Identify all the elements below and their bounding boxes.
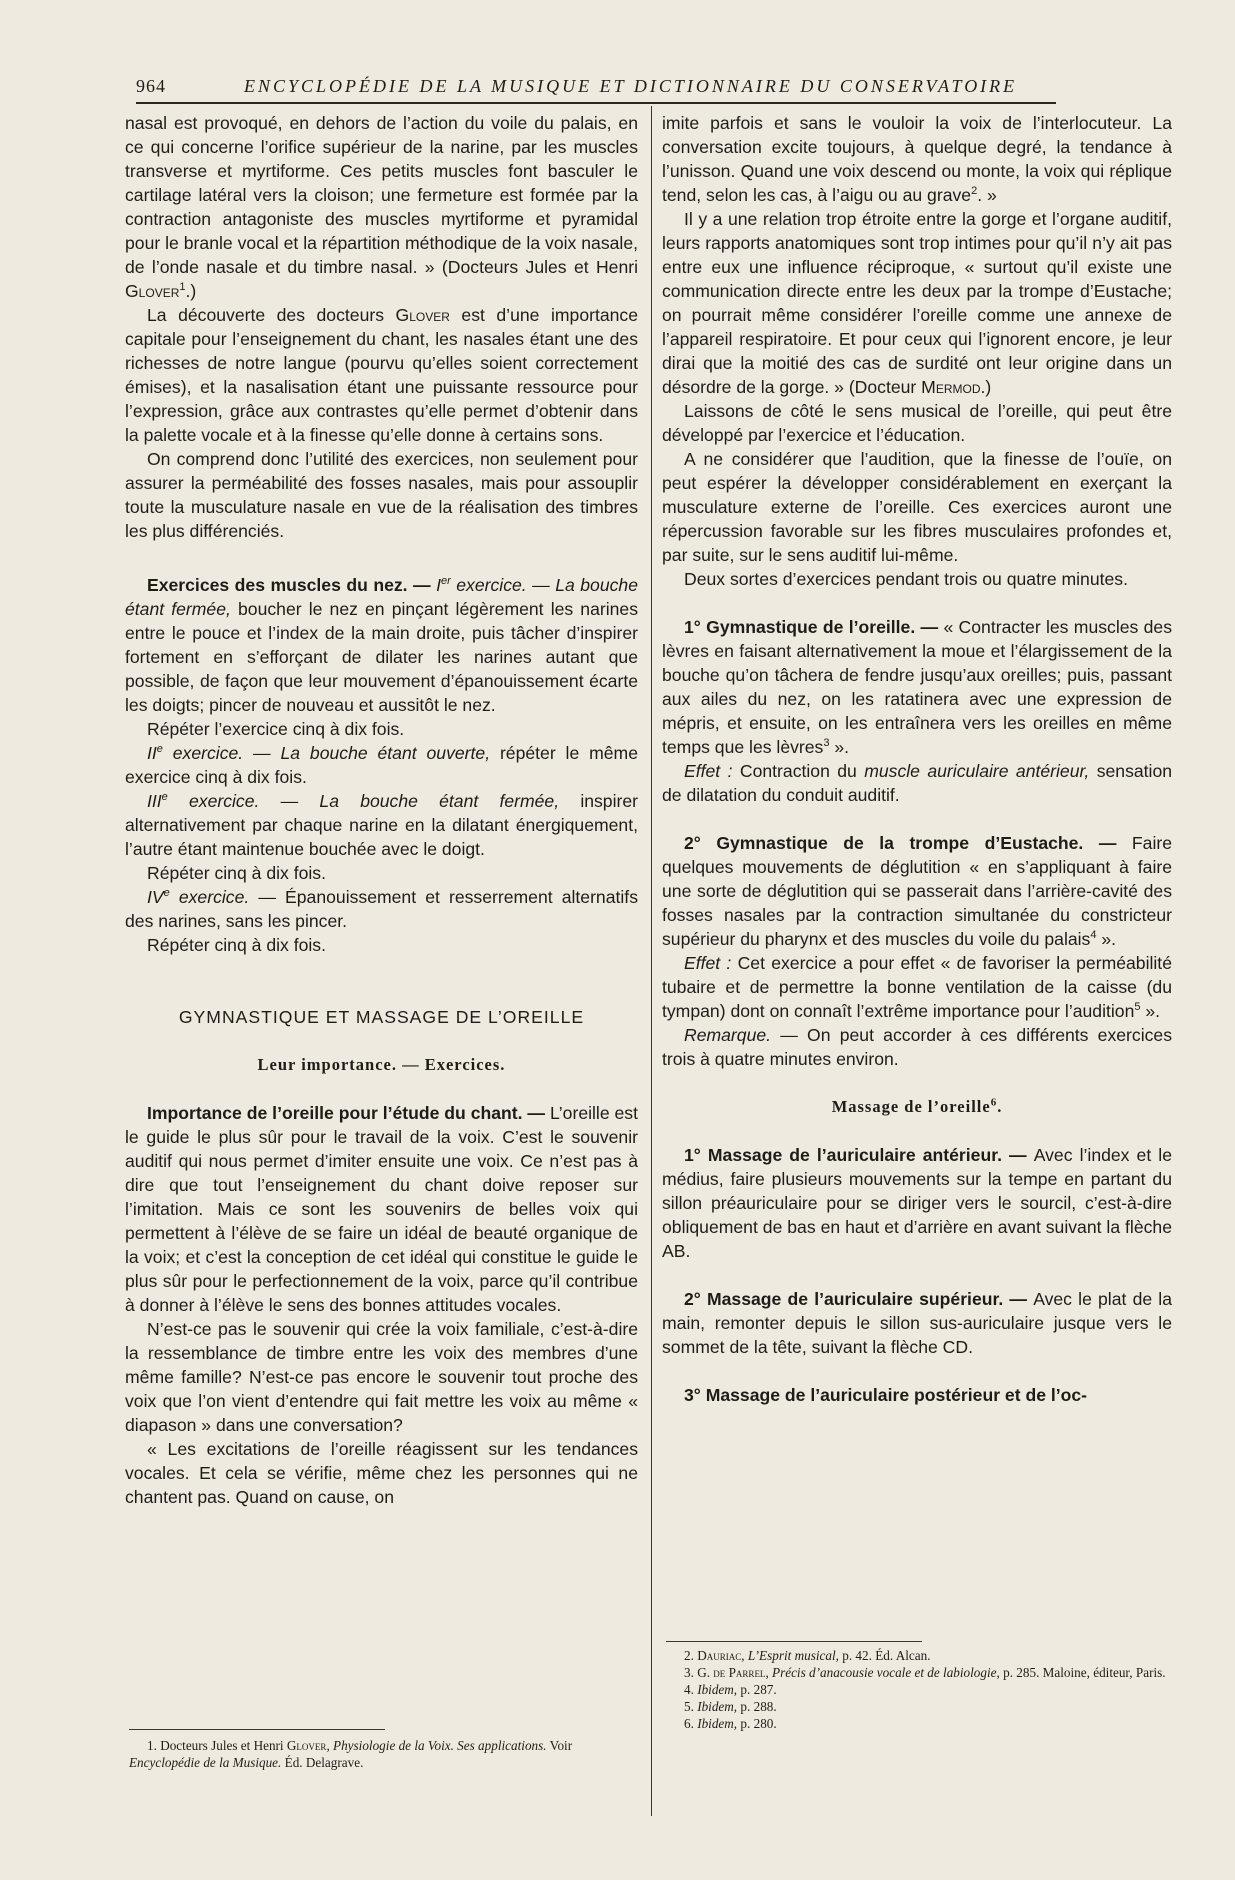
paragraph: imite parfois et sans le vouloir la voix de l’interlocuteur. La conversation excite toujours, à quelque degré, la tendance à l’unisson. Quand une voix descend ou monte, la voix qui réplique tend, selon les cas, à l’aigu ou au grave$^2$. »: [662, 113, 1172, 205]
footnote-rule: [129, 1729, 385, 1730]
section-subtitle: Leur importance. — Exercices.: [257, 1055, 506, 1074]
footnote: 3. G. de Parrel, Précis d’anacousie vocale et de labiologie, p. 285. Maloine, éditeur, Paris.: [684, 1665, 1166, 1680]
nose-exercises-heading: Exercices des muscles du nez. — Ier exercice. — La bouche étant fermée, boucher le nez en pinçant légèrement les narines entre le pouce et l’index de la main droite, puis tâcher d’inspirer fortement en s’efforçant de dilater les narines autant que possible, de façon que leur mouvement d’épanouissement écarte les doigts; pincer de nouveau et aussitôt le nez.: [125, 575, 639, 715]
massage-title: Massage de l’oreille$^6$.: [831, 1096, 1003, 1116]
footnote: 1. Docteurs Jules et Henri Glover, Physiologie de la Voix. Ses applications. Voir Encyclopédie de la Musique. Éd. Delagrave.: [129, 1738, 573, 1770]
paragraph: Importance de l’oreille pour l’étude du chant. — L’oreille est le guide le plus sûr pour le travail de la voix. C’est le souvenir auditif qui nous permet d’imiter ensuite une voix. Ce n’est pas à dire que tout l’enseignement du chant doive reposer sur l’imitation. Mais ce sont les souvenirs de belles voix qui permettent à l’élève de se faire un idéal de beauté organique de la voix; et c’est la conception de cet idéal qui constitue le guide le plus sûr pour le perfectionnement de la voix, parce qu’il contribue à donner à l’élève le sens des bonnes attitudes vocales.: [125, 1103, 638, 1315]
paragraph: « Les excitations de l’oreille réagissent sur les tendances vocales. Et cela se vérifie, même chez les personnes qui ne chantent pas. Quand on cause, on: [125, 1439, 638, 1507]
spacer: [662, 1359, 1172, 1383]
paragraph: Deux sortes d’exercices pendant trois ou quatre minutes.: [684, 569, 1128, 589]
column-divider: [651, 106, 652, 1816]
paragraph: Remarque. — On peut accorder à ces différents exercices trois à quatre minutes environ.: [662, 1025, 1172, 1069]
paragraph: A ne considérer que l’audition, que la finesse de l’ouïe, on peut espérer la développer considérablement en exerçant la musculature externe de l’oreille. Ces exercices auront une répercussion favorable sur les fibres musculaires profondes et, par suite, sur le sens auditif lui-même.: [662, 449, 1172, 565]
spacer: [125, 1077, 638, 1101]
spacer: [662, 1263, 1172, 1287]
paragraph: Effet : Cet exercice a pour effet « de favoriser la perméabilité tubaire et de permettre la bonne ventilation de la caisse (du tympan) dont on connaît l’extrême importance pour l’audition$^5$ ».: [662, 953, 1172, 1021]
footnote: 2. Dauriac, L’Esprit musical, p. 42. Éd. Alcan.: [684, 1648, 931, 1663]
running-title: ENCYCLOPÉDIE DE LA MUSIQUE ET DICTIONNAIRE DU CONSERVATOIRE: [244, 76, 1018, 96]
footnotes-right: [666, 1647, 1172, 1732]
spacer: [125, 1029, 638, 1053]
footnote-rule: [666, 1641, 922, 1642]
right-column: [662, 111, 1172, 1407]
footnote: 4. Ibidem, p. 287.: [684, 1682, 777, 1697]
spacer: [662, 1119, 1172, 1143]
footnotes-left: [129, 1737, 637, 1771]
paragraph: nasal est provoqué, en dehors de l’action du voile du palais, en ce qui concerne l’orifice supérieur de la narine, par les muscles transverse et myrtiforme. Ces petits muscles font basculer le cartilage latéral vers la cloison; une fermeture est formée par la contraction antagoniste des muscles myrtiforme et pyramidal pour le branle vocal et la répartition méthodique de la voix nasale, de l’onde nasale et du timbre nasal. » (Docteurs Jules et Henri Glover$^1$.): [125, 113, 638, 301]
spacer: [662, 1071, 1172, 1095]
paragraph: Il y a une relation trop étroite entre la gorge et l’organe auditif, leurs rapports anatomiques sont trop intimes pour qu’il n’y ait pas entre eux une influence réciproque, « surtout qu’il existe une communication directe entre les deux par la trompe d’Eustache; on pourrait même considérer l’oreille comme une annexe de l’appareil respiratoire. Et pour ceux qui l’ignorent encore, je leur dirai que la moitié des cas de surdité ont leur origine dans un désordre de la gorge. » (Docteur Mermod.): [662, 209, 1172, 397]
massage-superior: 2° Massage de l’auriculaire supérieur. — Avec le plat de la main, remonter depuis le sillon sus-auriculaire jusque vers le sommet de la tête, suivant la flèche CD.: [662, 1289, 1173, 1357]
spacer: [125, 957, 638, 981]
paragraph: Répéter cinq à dix fois.: [147, 863, 326, 883]
paragraph: Répéter l’exercice cinq à dix fois.: [147, 719, 405, 739]
left-column: [125, 111, 638, 1509]
section-title: GYMNASTIQUE ET MASSAGE DE L’OREILLE: [178, 1007, 585, 1027]
running-header: [136, 74, 1056, 102]
massage-anterior: 1° Massage de l’auriculaire antérieur. — Avec l’index et le médius, faire plusieurs mouvements sur la tempe en partant du sillon préauriculaire pour se diriger vers le sourcil, c’est-à-dire obliquement de bas en haut et d’arrière en avant suivant la flèche AB.: [662, 1145, 1172, 1261]
spacer: [662, 807, 1172, 831]
paragraph: N’est-ce pas le souvenir qui crée la voix familiale, c’est-à-dire la ressemblance de timbre entre les voix des membres d’une même famille? N’est-ce pas encore le souvenir tout proche des voix que l’on vient d’entendre qui fait mettre les voix au même « diapason » dans une conversation?: [125, 1319, 638, 1435]
paragraph: La découverte des docteurs Glover est d’une importance capitale pour l’enseignement du chant, les nasales étant une des richesses de notre langue (pourvu qu’elles soient correctement émises), et la nasalisation étant une puissante ressource pour l’expression, grâce aux contrastes qu’elle permet d’obtenir dans la palette vocale et à la finesse qu’elle donne à certains sons.: [125, 305, 638, 445]
massage-posterior: 3° Massage de l’auriculaire postérieur et de l’oc-: [684, 1385, 1088, 1405]
paragraph: IIe exercice. — La bouche étant ouverte, répéter le même exercice cinq à dix fois.: [125, 743, 638, 787]
eustachian-gymnastics: 2° Gymnastique de la trompe d’Eustache. — Faire quelques mouvements de déglutition « en s’appliquant à faire une sorte de déglutition qui se passerait dans l’arrière-cavité des fosses nasales par la contraction simultanée du constricteur supérieur du pharynx et des muscles du voile du palais$^4$ ».: [662, 833, 1172, 949]
paragraph: Répéter cinq à dix fois.: [147, 935, 326, 955]
paragraph: IVe exercice. — Épanouissement et resserrement alternatifs des narines, sans les pincer.: [125, 887, 638, 931]
header-rule: [136, 102, 1056, 104]
paragraph: On comprend donc l’utilité des exercices, non seulement pour assurer la perméabilité des fosses nasales, mais pour assouplir toute la musculature nasale en vue de la réalisation des timbres les plus différenciés.: [125, 449, 638, 541]
spacer: [662, 591, 1172, 615]
paragraph: IIIe exercice. — La bouche étant fermée, inspirer alternativement par chaque narine en la dilatant énergiquement, l’autre étant maintenue bouchée avec le doigt.: [125, 791, 639, 859]
spacer: [125, 981, 638, 1005]
paragraph: Effet : Contraction du muscle auriculaire antérieur, sensation de dilatation du conduit auditif.: [662, 761, 1173, 805]
ear-gymnastics: 1° Gymnastique de l’oreille. — « Contracter les muscles des lèvres en faisant alternativement la moue et l’élargissement de la bouche qu’on tâchera de fendre jusqu’aux oreilles; puis, passant aux ailes du nez, on les ratatinera avec une expression de mépris, et ensuite, on les entraînera vers les oreilles en même temps que les lèvres$^3$ ».: [662, 617, 1172, 757]
footnote: 5. Ibidem, p. 288.: [684, 1699, 777, 1714]
paragraph: Laissons de côté le sens musical de l’oreille, qui peut être développé par l’exercice et l’éducation.: [662, 401, 1172, 445]
spacer: [125, 543, 638, 573]
page-number: 964: [136, 76, 166, 96]
footnote: 6. Ibidem, p. 280.: [684, 1716, 777, 1731]
